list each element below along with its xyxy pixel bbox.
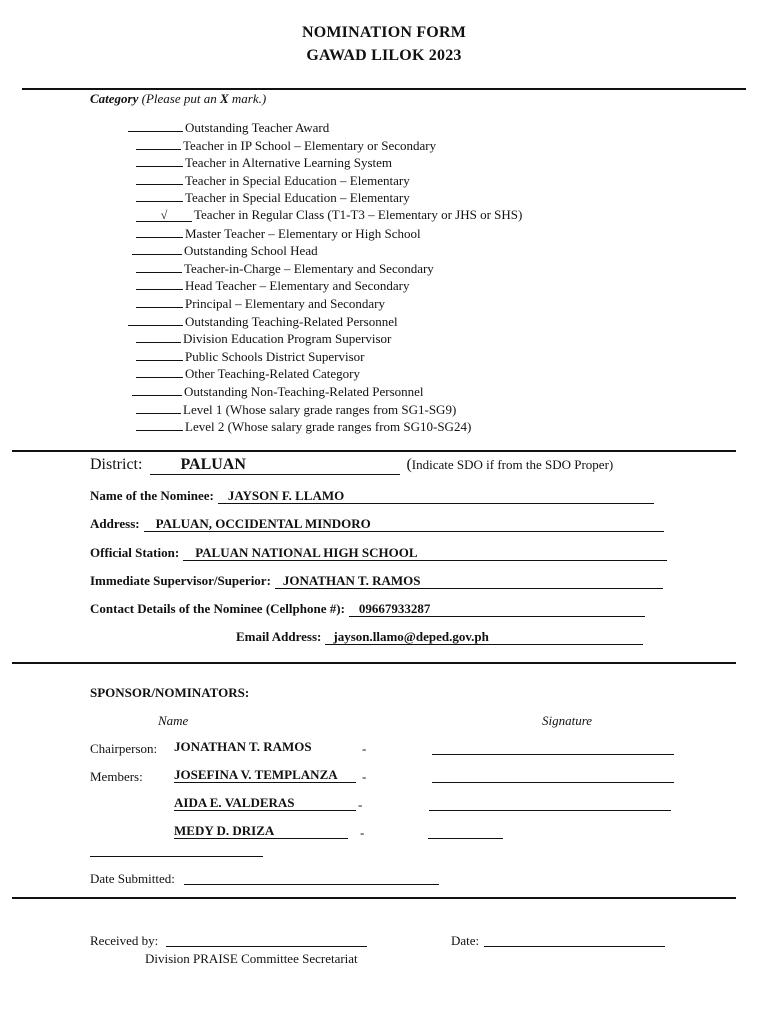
category-mark-blank[interactable] [136,418,183,431]
category-item-label: Other Teaching-Related Category [185,366,361,382]
category-item [136,277,409,294]
date-label: Date: [451,933,480,948]
category-item [132,383,424,400]
category-item-label: Outstanding Teaching-Related Personnel [185,313,398,329]
category-item [132,242,318,259]
category-item-label: Outstanding School Head [184,243,318,259]
category-mark-blank[interactable] [136,137,181,150]
address-value[interactable]: PALUAN, OCCIDENTAL MINDORO [144,517,664,532]
date-submitted-line[interactable] [184,884,439,885]
sponsors-name-column: Name [158,713,189,728]
category-item-label: Teacher in Regular Class (T1-T3 – Elementary or JHS or SHS) [194,207,523,222]
category-item [136,137,436,154]
category-mark-blank[interactable]: √ [136,209,192,222]
category-mark-blank[interactable] [132,242,182,255]
member-3-signature-line[interactable] [428,838,503,839]
category-item [136,330,391,347]
date-line[interactable] [484,946,665,947]
district-note [406,456,613,474]
form-title: NOMINATION FORM [301,24,467,41]
category-mark-blank[interactable] [136,189,183,202]
district-note-text: Indicate SDO if from the SDO Proper) [411,457,614,472]
member-1-signature-line[interactable] [432,782,674,783]
category-mark-blank[interactable] [136,330,181,343]
member-1-name: JOSEFINA V. TEMPLANZA [174,768,356,783]
category-item [128,119,329,136]
member-2-signature-line[interactable] [429,810,671,811]
extra-blank-line[interactable] [90,856,263,857]
category-item-label: Principal – Elementary and Secondary [185,296,385,311]
category-item [136,189,410,206]
category-mark-blank[interactable] [136,295,183,308]
form-subtitle: GAWAD LILOK 2023 [306,47,462,64]
category-mark-blank[interactable] [136,277,183,290]
contact-label: Contact Details of the Nominee (Cellphone #): [90,601,345,616]
official-station-value[interactable]: PALUAN NATIONAL HIGH SCHOOL [183,546,667,561]
supervisor-label: Immediate Supervisor/Superior: [90,573,271,588]
divider-bottom [12,897,736,899]
category-item-label: Teacher in Alternative Learning System [185,155,393,171]
category-label [90,91,266,107]
member-2-dash: - [358,797,363,812]
nominee-name-label: Name of the Nominee: [90,488,214,503]
district-value[interactable]: PALUAN [150,456,400,475]
category-mark-blank[interactable] [128,119,183,132]
supervisor-value[interactable]: JONATHAN T. RAMOS [275,574,663,589]
category-mark-blank[interactable] [136,348,183,361]
category-mark-blank[interactable] [136,401,181,414]
category-item [136,365,360,382]
member-1-dash: - [362,769,367,784]
sponsors-heading: SPONSOR/NOMINATORS: [90,685,250,700]
category-item [136,154,392,171]
category-item [136,418,471,435]
category-item-label: Teacher-in-Charge – Elementary and Secondary [184,260,434,276]
category-item [136,172,410,189]
nominee-name-value[interactable]: JAYSON F. LLAMO [218,489,654,504]
category-item-label: Teacher in Special Education – Elementary [185,190,410,206]
category-item [136,260,434,277]
category-instruction: (Please put an [138,91,220,106]
category-item-label: Public Schools District Supervisor [185,348,365,364]
district-label: District: [90,456,143,473]
members-label: Members: [90,769,143,784]
district-field [90,456,613,475]
category-mark-blank[interactable] [136,172,183,185]
category-mark-letter: X [219,91,229,106]
category-item-label: Outstanding Teacher Award [185,120,330,135]
date-submitted-label: Date Submitted: [90,871,175,886]
category-item [128,313,398,330]
email-value[interactable]: jayson.llamo@deped.gov.ph [325,630,643,645]
category-mark-blank[interactable] [136,154,183,167]
nominee-name-field [90,488,654,504]
chairperson-dash: - [362,741,367,756]
category-item [136,207,522,223]
category-item-label: Level 1 (Whose salary grade ranges from SG1-SG9) [183,401,457,417]
received-by-line[interactable] [166,946,367,947]
category-item-label: Teacher in Special Education – Elementary [185,172,410,188]
category-mark-blank[interactable] [128,313,183,326]
official-station-label: Official Station: [90,545,180,560]
category-mark-blank[interactable] [136,260,182,273]
category-mark-blank[interactable] [136,365,183,378]
divider-top [22,88,746,90]
member-3-dash: - [360,825,365,840]
contact-field [90,601,645,617]
address-field [90,516,664,532]
district-note-paren: ( [406,456,412,473]
category-mark-blank[interactable] [136,225,183,238]
category-item [136,225,421,242]
member-2-name: AIDA E. VALDERAS [174,796,356,811]
category-item-label: Level 2 (Whose salary grade ranges from SG10-SG24) [185,419,472,435]
supervisor-field [90,573,663,589]
category-item-label: Outstanding Non-Teaching-Related Personnel [184,384,424,399]
address-label: Address: [90,516,140,531]
category-item-label: Division Education Program Supervisor [183,331,392,347]
official-station-field [90,545,667,561]
divider-nominee-end [12,662,736,664]
category-item [136,401,456,418]
chairperson-name: JONATHAN T. RAMOS [174,739,312,754]
category-label-text: Category [90,91,139,106]
email-label: Email Address: [236,629,322,644]
category-item-label: Teacher in IP School – Elementary or Secondary [183,137,437,153]
divider-category-end [12,450,736,452]
contact-value[interactable]: 09667933287 [349,602,645,617]
received-by-label: Received by: [90,933,159,948]
chairperson-signature-line[interactable] [432,754,674,755]
sponsors-signature-column: Signature [542,713,593,728]
email-field [236,629,643,645]
secretariat-label: Division PRAISE Committee Secretariat [145,951,358,966]
category-mark-blank[interactable] [132,383,182,396]
category-item [136,348,364,365]
category-instruction-end: mark.) [228,91,267,106]
category-item-label: Head Teacher – Elementary and Secondary [185,278,410,294]
member-3-name: MEDY D. DRIZA [174,824,348,839]
category-item-label: Master Teacher – Elementary or High School [185,225,421,241]
category-item [136,295,385,312]
chairperson-label: Chairperson: [90,741,158,756]
